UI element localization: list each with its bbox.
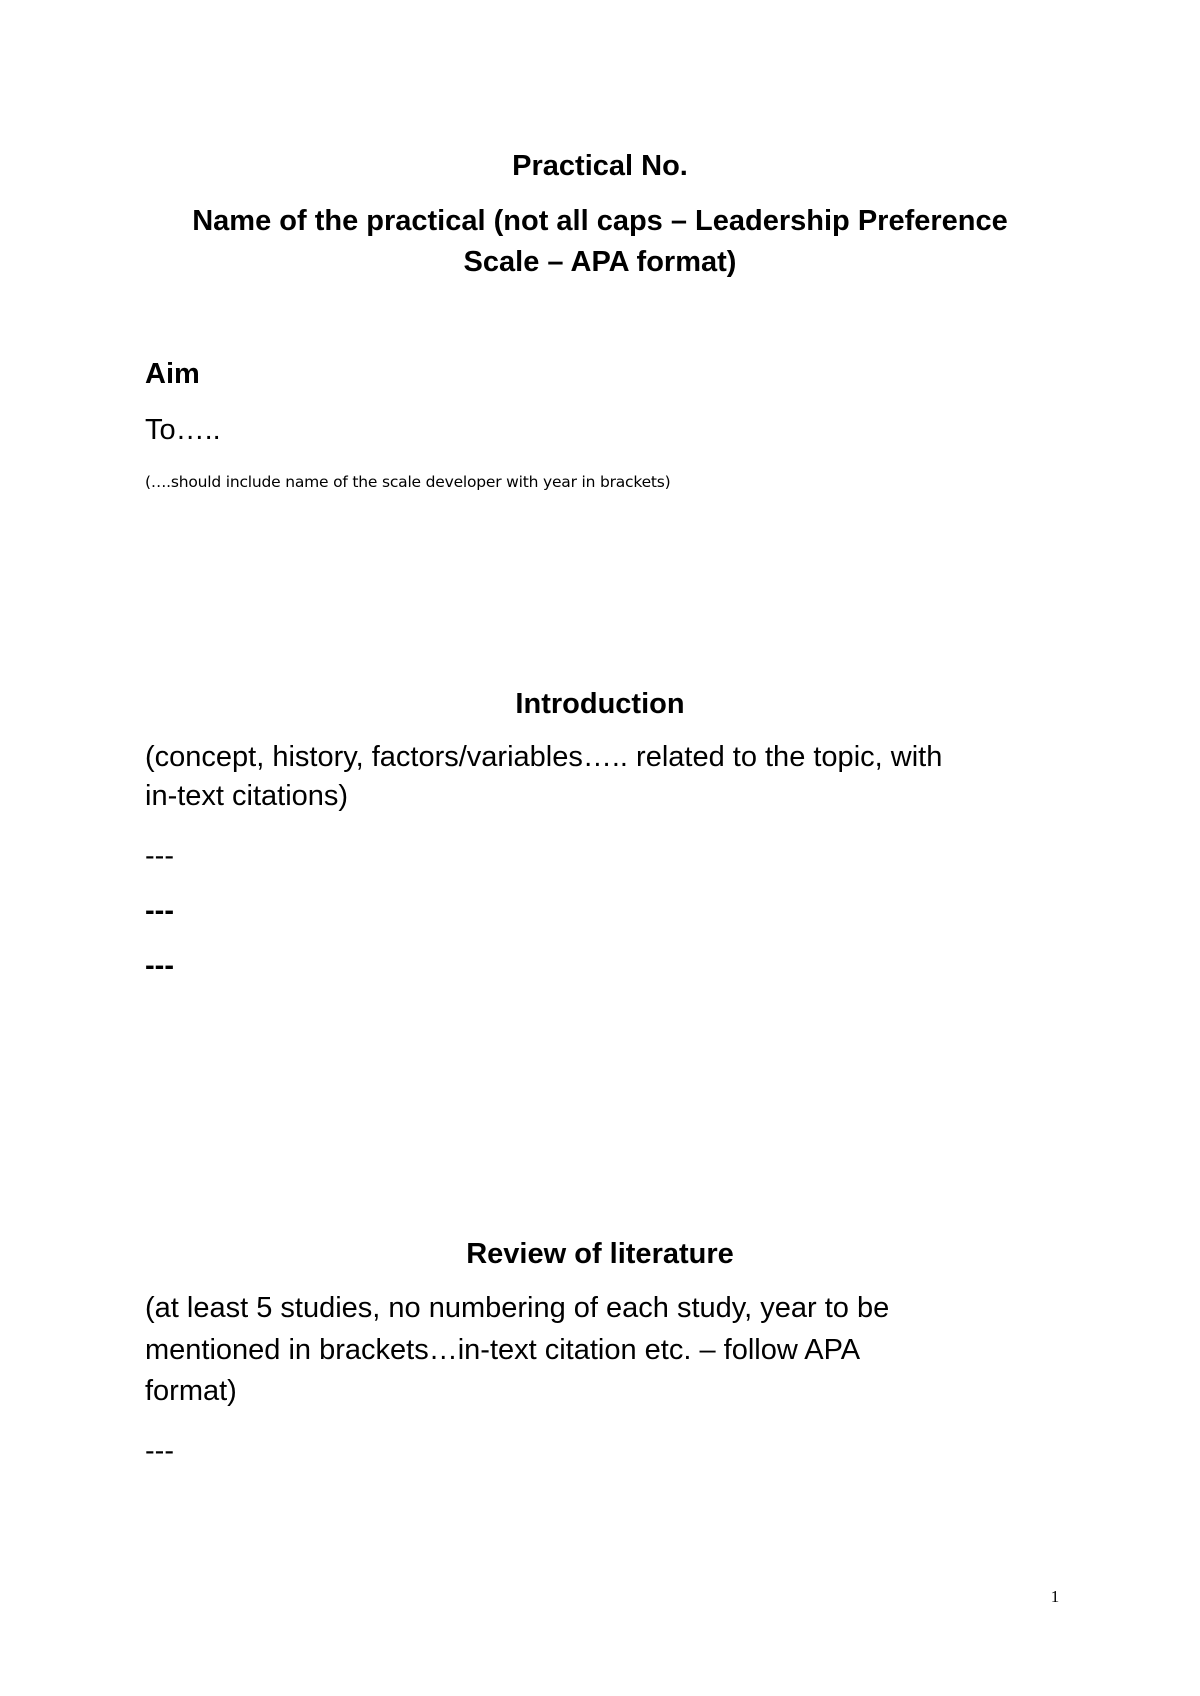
aim-heading: Aim: [145, 358, 200, 390]
review-text-line-2: mentioned in brackets…in-text citation etc. – follow APA: [145, 1334, 861, 1366]
introduction-text-line-1: (concept, history, factors/variables….. related to the topic, with: [145, 741, 943, 773]
introduction-heading: Introduction: [515, 688, 685, 720]
practical-name-heading-line-1: Name of the practical (not all caps – Leadership Preference: [192, 205, 1008, 237]
introduction-placeholder-1: ---: [145, 840, 174, 872]
practical-name-heading-line-2: Scale – APA format): [463, 246, 737, 278]
page-number: 1: [1050, 1587, 1060, 1606]
practical-number-heading: Practical No.: [512, 150, 688, 182]
introduction-text-line-2: in-text citations): [145, 780, 349, 812]
aim-note: (….should include name of the scale developer with year in brackets): [145, 473, 671, 491]
review-placeholder-1: ---: [145, 1435, 174, 1467]
aim-text: To…..: [145, 414, 221, 446]
introduction-placeholder-3: ---: [145, 950, 174, 982]
review-text-line-3: format): [145, 1375, 237, 1407]
introduction-placeholder-2: ---: [145, 895, 174, 927]
review-text-line-1: (at least 5 studies, no numbering of each study, year to be: [145, 1292, 890, 1324]
review-of-literature-heading: Review of literature: [466, 1238, 734, 1270]
